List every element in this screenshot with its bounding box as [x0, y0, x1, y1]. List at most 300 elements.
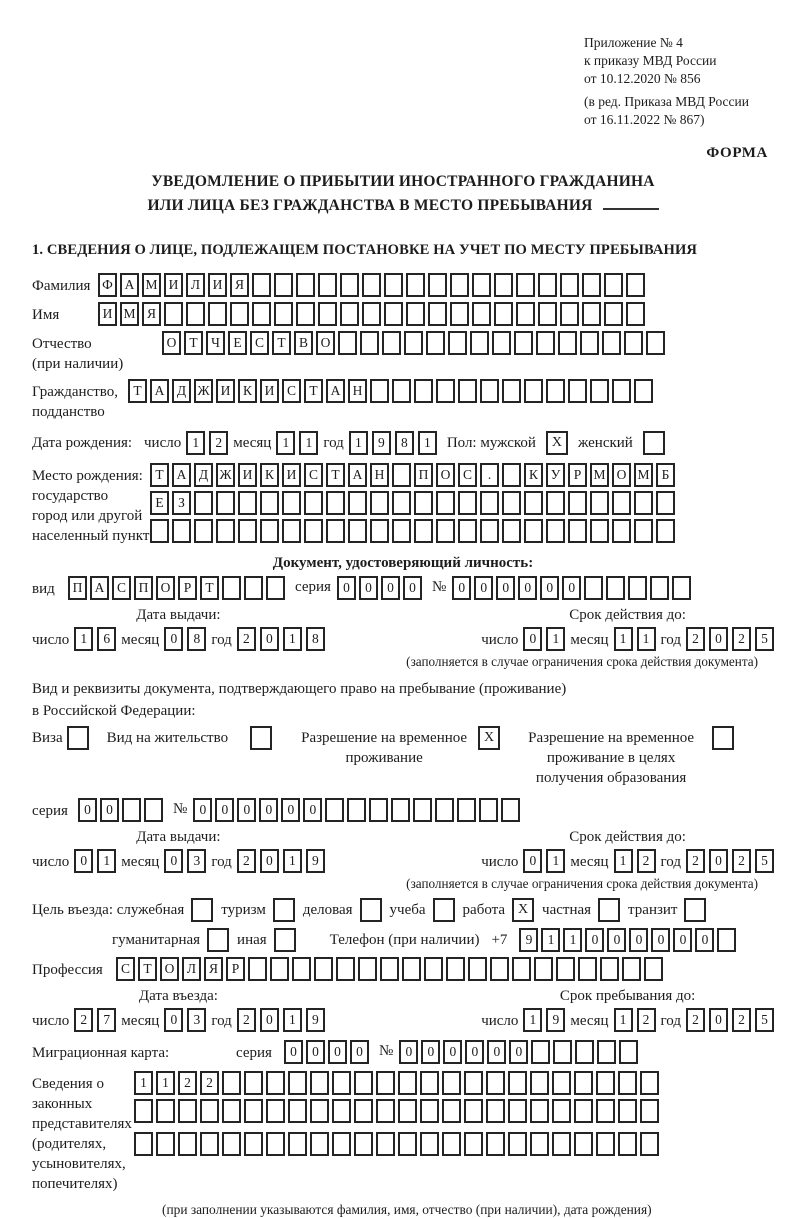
- char-cell[interactable]: 2: [237, 849, 256, 873]
- char-cell[interactable]: [619, 1040, 638, 1064]
- char-cell[interactable]: [266, 1071, 285, 1095]
- char-cell[interactable]: Ф: [98, 273, 117, 297]
- char-cell[interactable]: Я: [142, 302, 161, 326]
- temp-residence-edu-checkbox[interactable]: [712, 726, 734, 750]
- char-cell[interactable]: [216, 491, 235, 515]
- char-cell[interactable]: [536, 331, 555, 355]
- char-cell[interactable]: 0: [465, 1040, 484, 1064]
- char-cell[interactable]: [436, 491, 455, 515]
- char-cell[interactable]: [178, 1132, 197, 1156]
- char-cell[interactable]: Ж: [216, 463, 235, 487]
- char-cell[interactable]: Ж: [194, 379, 213, 403]
- char-cell[interactable]: [134, 1099, 153, 1123]
- char-cell[interactable]: 2: [200, 1071, 219, 1095]
- char-cell[interactable]: [600, 957, 619, 981]
- char-cell[interactable]: С: [304, 463, 323, 487]
- char-cell[interactable]: О: [160, 957, 179, 981]
- char-cell[interactable]: [530, 1071, 549, 1095]
- char-cell[interactable]: 0: [78, 798, 97, 822]
- char-cell[interactable]: [414, 519, 433, 543]
- char-cell[interactable]: [347, 798, 366, 822]
- char-cell[interactable]: [398, 1099, 417, 1123]
- char-cell[interactable]: [442, 1132, 461, 1156]
- char-cell[interactable]: [644, 957, 663, 981]
- char-cell[interactable]: [288, 1132, 307, 1156]
- char-cell[interactable]: Р: [568, 463, 587, 487]
- char-cell[interactable]: [348, 491, 367, 515]
- char-cell[interactable]: [442, 1099, 461, 1123]
- char-cell[interactable]: 1: [418, 431, 437, 455]
- char-cell[interactable]: 2: [732, 627, 751, 651]
- char-cell[interactable]: [502, 379, 521, 403]
- char-cell[interactable]: [398, 1132, 417, 1156]
- temp-residence-checkbox[interactable]: X: [478, 726, 500, 750]
- char-cell[interactable]: [252, 302, 271, 326]
- char-cell[interactable]: [156, 1099, 175, 1123]
- char-cell[interactable]: 0: [237, 798, 256, 822]
- char-cell[interactable]: 2: [237, 1008, 256, 1032]
- purpose-tourism-checkbox[interactable]: [273, 898, 295, 922]
- char-cell[interactable]: [122, 798, 141, 822]
- char-cell[interactable]: [597, 1040, 616, 1064]
- char-cell[interactable]: [558, 331, 577, 355]
- char-cell[interactable]: [326, 519, 345, 543]
- char-cell[interactable]: 5: [755, 1008, 774, 1032]
- char-cell[interactable]: [376, 1132, 395, 1156]
- char-cell[interactable]: [574, 1071, 593, 1095]
- char-cell[interactable]: М: [120, 302, 139, 326]
- char-cell[interactable]: Е: [228, 331, 247, 355]
- char-cell[interactable]: [216, 519, 235, 543]
- char-cell[interactable]: [590, 491, 609, 515]
- char-cell[interactable]: [494, 302, 513, 326]
- char-cell[interactable]: [553, 1040, 572, 1064]
- char-cell[interactable]: 0: [651, 928, 670, 952]
- char-cell[interactable]: [244, 1071, 263, 1095]
- char-cell[interactable]: 1: [186, 431, 205, 455]
- char-cell[interactable]: [172, 519, 191, 543]
- char-cell[interactable]: 1: [349, 431, 368, 455]
- char-cell[interactable]: [208, 302, 227, 326]
- char-cell[interactable]: [325, 798, 344, 822]
- purpose-study-checkbox[interactable]: [433, 898, 455, 922]
- char-cell[interactable]: А: [150, 379, 169, 403]
- char-cell[interactable]: С: [116, 957, 135, 981]
- char-cell[interactable]: [348, 519, 367, 543]
- char-cell[interactable]: [304, 491, 323, 515]
- char-cell[interactable]: П: [68, 576, 87, 600]
- char-cell[interactable]: [717, 928, 736, 952]
- char-cell[interactable]: [288, 1099, 307, 1123]
- char-cell[interactable]: [622, 957, 641, 981]
- char-cell[interactable]: [582, 302, 601, 326]
- char-cell[interactable]: [538, 273, 557, 297]
- char-cell[interactable]: [446, 957, 465, 981]
- purpose-private-checkbox[interactable]: [598, 898, 620, 922]
- char-cell[interactable]: 2: [686, 627, 705, 651]
- char-cell[interactable]: [596, 1071, 615, 1095]
- char-cell[interactable]: 1: [283, 627, 302, 651]
- char-cell[interactable]: 1: [283, 849, 302, 873]
- char-cell[interactable]: С: [282, 379, 301, 403]
- char-cell[interactable]: 0: [193, 798, 212, 822]
- char-cell[interactable]: О: [156, 576, 175, 600]
- char-cell[interactable]: 0: [695, 928, 714, 952]
- char-cell[interactable]: [376, 1071, 395, 1095]
- char-cell[interactable]: 0: [306, 1040, 325, 1064]
- char-cell[interactable]: 3: [187, 849, 206, 873]
- char-cell[interactable]: [340, 302, 359, 326]
- char-cell[interactable]: Т: [272, 331, 291, 355]
- char-cell[interactable]: [178, 1099, 197, 1123]
- char-cell[interactable]: А: [348, 463, 367, 487]
- char-cell[interactable]: [596, 1132, 615, 1156]
- purpose-work-checkbox[interactable]: X: [512, 898, 534, 922]
- char-cell[interactable]: [420, 1099, 439, 1123]
- char-cell[interactable]: [288, 1071, 307, 1095]
- char-cell[interactable]: 1: [276, 431, 295, 455]
- visa-checkbox[interactable]: [67, 726, 89, 750]
- char-cell[interactable]: П: [414, 463, 433, 487]
- sex-male-checkbox[interactable]: X: [546, 431, 568, 455]
- char-cell[interactable]: 1: [156, 1071, 175, 1095]
- char-cell[interactable]: 9: [306, 849, 325, 873]
- char-cell[interactable]: [464, 1099, 483, 1123]
- char-cell[interactable]: [164, 302, 183, 326]
- char-cell[interactable]: [404, 331, 423, 355]
- char-cell[interactable]: [296, 273, 315, 297]
- char-cell[interactable]: 0: [607, 928, 626, 952]
- char-cell[interactable]: 2: [637, 849, 656, 873]
- char-cell[interactable]: 1: [614, 627, 633, 651]
- purpose-other-checkbox[interactable]: [274, 928, 296, 952]
- char-cell[interactable]: [266, 1099, 285, 1123]
- char-cell[interactable]: [304, 519, 323, 543]
- char-cell[interactable]: [546, 519, 565, 543]
- char-cell[interactable]: [546, 379, 565, 403]
- char-cell[interactable]: [392, 491, 411, 515]
- char-cell[interactable]: [486, 1071, 505, 1095]
- char-cell[interactable]: 0: [215, 798, 234, 822]
- char-cell[interactable]: Т: [304, 379, 323, 403]
- char-cell[interactable]: [560, 273, 579, 297]
- char-cell[interactable]: [380, 957, 399, 981]
- char-cell[interactable]: 0: [540, 576, 559, 600]
- char-cell[interactable]: [574, 1132, 593, 1156]
- char-cell[interactable]: Н: [370, 463, 389, 487]
- char-cell[interactable]: [618, 1132, 637, 1156]
- char-cell[interactable]: [508, 1099, 527, 1123]
- char-cell[interactable]: 0: [260, 627, 279, 651]
- char-cell[interactable]: [420, 1071, 439, 1095]
- char-cell[interactable]: [266, 1132, 285, 1156]
- char-cell[interactable]: 0: [399, 1040, 418, 1064]
- char-cell[interactable]: [332, 1099, 351, 1123]
- char-cell[interactable]: [252, 273, 271, 297]
- char-cell[interactable]: [502, 491, 521, 515]
- char-cell[interactable]: [354, 1071, 373, 1095]
- char-cell[interactable]: Т: [200, 576, 219, 600]
- char-cell[interactable]: [266, 576, 285, 600]
- char-cell[interactable]: [628, 576, 647, 600]
- char-cell[interactable]: [582, 273, 601, 297]
- char-cell[interactable]: 0: [509, 1040, 528, 1064]
- char-cell[interactable]: Л: [182, 957, 201, 981]
- char-cell[interactable]: 0: [629, 928, 648, 952]
- char-cell[interactable]: 0: [381, 576, 400, 600]
- char-cell[interactable]: [640, 1071, 659, 1095]
- char-cell[interactable]: [640, 1099, 659, 1123]
- char-cell[interactable]: [420, 1132, 439, 1156]
- char-cell[interactable]: [436, 519, 455, 543]
- char-cell[interactable]: [486, 1132, 505, 1156]
- char-cell[interactable]: 0: [164, 627, 183, 651]
- char-cell[interactable]: [508, 1132, 527, 1156]
- char-cell[interactable]: [624, 331, 643, 355]
- char-cell[interactable]: И: [98, 302, 117, 326]
- char-cell[interactable]: 5: [755, 849, 774, 873]
- char-cell[interactable]: [530, 1099, 549, 1123]
- char-cell[interactable]: К: [260, 463, 279, 487]
- char-cell[interactable]: 2: [732, 1008, 751, 1032]
- char-cell[interactable]: 0: [474, 576, 493, 600]
- char-cell[interactable]: [194, 519, 213, 543]
- char-cell[interactable]: [391, 798, 410, 822]
- purpose-business-checkbox[interactable]: [360, 898, 382, 922]
- char-cell[interactable]: И: [216, 379, 235, 403]
- char-cell[interactable]: [274, 273, 293, 297]
- char-cell[interactable]: [194, 491, 213, 515]
- char-cell[interactable]: 2: [178, 1071, 197, 1095]
- char-cell[interactable]: 9: [306, 1008, 325, 1032]
- char-cell[interactable]: О: [436, 463, 455, 487]
- char-cell[interactable]: [524, 491, 543, 515]
- char-cell[interactable]: 8: [306, 627, 325, 651]
- purpose-transit-checkbox[interactable]: [684, 898, 706, 922]
- char-cell[interactable]: [458, 379, 477, 403]
- char-cell[interactable]: У: [546, 463, 565, 487]
- char-cell[interactable]: [369, 798, 388, 822]
- char-cell[interactable]: [578, 957, 597, 981]
- char-cell[interactable]: И: [208, 273, 227, 297]
- char-cell[interactable]: [472, 302, 491, 326]
- char-cell[interactable]: 0: [284, 1040, 303, 1064]
- char-cell[interactable]: [672, 576, 691, 600]
- char-cell[interactable]: [640, 1132, 659, 1156]
- char-cell[interactable]: [568, 379, 587, 403]
- char-cell[interactable]: [486, 1099, 505, 1123]
- char-cell[interactable]: 9: [372, 431, 391, 455]
- char-cell[interactable]: Ч: [206, 331, 225, 355]
- char-cell[interactable]: [222, 1132, 241, 1156]
- char-cell[interactable]: З: [172, 491, 191, 515]
- char-cell[interactable]: 1: [283, 1008, 302, 1032]
- char-cell[interactable]: [480, 379, 499, 403]
- char-cell[interactable]: [618, 1099, 637, 1123]
- char-cell[interactable]: [584, 576, 603, 600]
- char-cell[interactable]: И: [260, 379, 279, 403]
- char-cell[interactable]: [340, 273, 359, 297]
- char-cell[interactable]: [332, 1071, 351, 1095]
- char-cell[interactable]: [414, 491, 433, 515]
- char-cell[interactable]: [238, 491, 257, 515]
- char-cell[interactable]: 0: [100, 798, 119, 822]
- char-cell[interactable]: [222, 1099, 241, 1123]
- char-cell[interactable]: [556, 957, 575, 981]
- char-cell[interactable]: Е: [150, 491, 169, 515]
- char-cell[interactable]: [602, 331, 621, 355]
- char-cell[interactable]: 0: [303, 798, 322, 822]
- char-cell[interactable]: [260, 491, 279, 515]
- char-cell[interactable]: [260, 519, 279, 543]
- char-cell[interactable]: [534, 957, 553, 981]
- char-cell[interactable]: [144, 798, 163, 822]
- char-cell[interactable]: 1: [299, 431, 318, 455]
- char-cell[interactable]: [492, 331, 511, 355]
- char-cell[interactable]: 2: [686, 849, 705, 873]
- char-cell[interactable]: [360, 331, 379, 355]
- char-cell[interactable]: К: [524, 463, 543, 487]
- char-cell[interactable]: 1: [97, 849, 116, 873]
- char-cell[interactable]: 0: [518, 576, 537, 600]
- char-cell[interactable]: [472, 273, 491, 297]
- char-cell[interactable]: А: [326, 379, 345, 403]
- char-cell[interactable]: [524, 519, 543, 543]
- char-cell[interactable]: [634, 519, 653, 543]
- char-cell[interactable]: [552, 1071, 571, 1095]
- char-cell[interactable]: [282, 519, 301, 543]
- char-cell[interactable]: [436, 379, 455, 403]
- char-cell[interactable]: [470, 331, 489, 355]
- char-cell[interactable]: 1: [546, 627, 565, 651]
- char-cell[interactable]: [634, 491, 653, 515]
- char-cell[interactable]: [612, 491, 631, 515]
- char-cell[interactable]: 0: [443, 1040, 462, 1064]
- char-cell[interactable]: 0: [709, 1008, 728, 1032]
- char-cell[interactable]: Б: [656, 463, 675, 487]
- char-cell[interactable]: [238, 519, 257, 543]
- char-cell[interactable]: [501, 798, 520, 822]
- char-cell[interactable]: [370, 379, 389, 403]
- char-cell[interactable]: [384, 302, 403, 326]
- char-cell[interactable]: Т: [150, 463, 169, 487]
- char-cell[interactable]: 0: [260, 849, 279, 873]
- char-cell[interactable]: [646, 331, 665, 355]
- char-cell[interactable]: Д: [194, 463, 213, 487]
- purpose-humanitarian-checkbox[interactable]: [207, 928, 229, 952]
- char-cell[interactable]: [222, 576, 241, 600]
- char-cell[interactable]: 0: [260, 1008, 279, 1032]
- char-cell[interactable]: Н: [348, 379, 367, 403]
- char-cell[interactable]: 1: [614, 849, 633, 873]
- char-cell[interactable]: [244, 1132, 263, 1156]
- char-cell[interactable]: М: [142, 273, 161, 297]
- char-cell[interactable]: 0: [421, 1040, 440, 1064]
- char-cell[interactable]: [508, 1071, 527, 1095]
- char-cell[interactable]: [292, 957, 311, 981]
- char-cell[interactable]: 3: [187, 1008, 206, 1032]
- char-cell[interactable]: [458, 519, 477, 543]
- char-cell[interactable]: [248, 957, 267, 981]
- char-cell[interactable]: С: [250, 331, 269, 355]
- char-cell[interactable]: 9: [519, 928, 538, 952]
- char-cell[interactable]: [200, 1099, 219, 1123]
- char-cell[interactable]: 0: [709, 627, 728, 651]
- char-cell[interactable]: [590, 519, 609, 543]
- char-cell[interactable]: 0: [709, 849, 728, 873]
- char-cell[interactable]: Т: [138, 957, 157, 981]
- char-cell[interactable]: Я: [230, 273, 249, 297]
- char-cell[interactable]: [156, 1132, 175, 1156]
- char-cell[interactable]: [634, 379, 653, 403]
- char-cell[interactable]: [186, 302, 205, 326]
- char-cell[interactable]: [546, 491, 565, 515]
- char-cell[interactable]: [358, 957, 377, 981]
- char-cell[interactable]: [406, 302, 425, 326]
- char-cell[interactable]: [650, 576, 669, 600]
- char-cell[interactable]: О: [612, 463, 631, 487]
- char-cell[interactable]: А: [90, 576, 109, 600]
- char-cell[interactable]: 1: [563, 928, 582, 952]
- char-cell[interactable]: [318, 273, 337, 297]
- char-cell[interactable]: [296, 302, 315, 326]
- char-cell[interactable]: 1: [614, 1008, 633, 1032]
- char-cell[interactable]: 2: [732, 849, 751, 873]
- char-cell[interactable]: 0: [259, 798, 278, 822]
- char-cell[interactable]: [490, 957, 509, 981]
- char-cell[interactable]: [370, 491, 389, 515]
- char-cell[interactable]: О: [316, 331, 335, 355]
- char-cell[interactable]: [502, 519, 521, 543]
- char-cell[interactable]: 5: [755, 627, 774, 651]
- char-cell[interactable]: [552, 1099, 571, 1123]
- char-cell[interactable]: 0: [523, 849, 542, 873]
- char-cell[interactable]: Р: [178, 576, 197, 600]
- char-cell[interactable]: [338, 331, 357, 355]
- char-cell[interactable]: 0: [673, 928, 692, 952]
- char-cell[interactable]: [524, 379, 543, 403]
- char-cell[interactable]: [626, 302, 645, 326]
- char-cell[interactable]: [270, 957, 289, 981]
- char-cell[interactable]: [222, 1071, 241, 1095]
- char-cell[interactable]: 0: [496, 576, 515, 600]
- char-cell[interactable]: [244, 576, 263, 600]
- char-cell[interactable]: [230, 302, 249, 326]
- char-cell[interactable]: [424, 957, 443, 981]
- char-cell[interactable]: 0: [452, 576, 471, 600]
- char-cell[interactable]: [656, 491, 675, 515]
- char-cell[interactable]: [568, 519, 587, 543]
- char-cell[interactable]: [604, 273, 623, 297]
- char-cell[interactable]: [392, 379, 411, 403]
- char-cell[interactable]: [464, 1132, 483, 1156]
- char-cell[interactable]: 9: [546, 1008, 565, 1032]
- char-cell[interactable]: 1: [134, 1071, 153, 1095]
- char-cell[interactable]: М: [634, 463, 653, 487]
- purpose-official-checkbox[interactable]: [191, 898, 213, 922]
- char-cell[interactable]: [468, 957, 487, 981]
- char-cell[interactable]: [560, 302, 579, 326]
- char-cell[interactable]: 1: [523, 1008, 542, 1032]
- sex-female-checkbox[interactable]: [643, 431, 665, 455]
- char-cell[interactable]: [428, 273, 447, 297]
- char-cell[interactable]: [200, 1132, 219, 1156]
- char-cell[interactable]: П: [134, 576, 153, 600]
- char-cell[interactable]: 1: [546, 849, 565, 873]
- char-cell[interactable]: [457, 798, 476, 822]
- char-cell[interactable]: [612, 379, 631, 403]
- char-cell[interactable]: [402, 957, 421, 981]
